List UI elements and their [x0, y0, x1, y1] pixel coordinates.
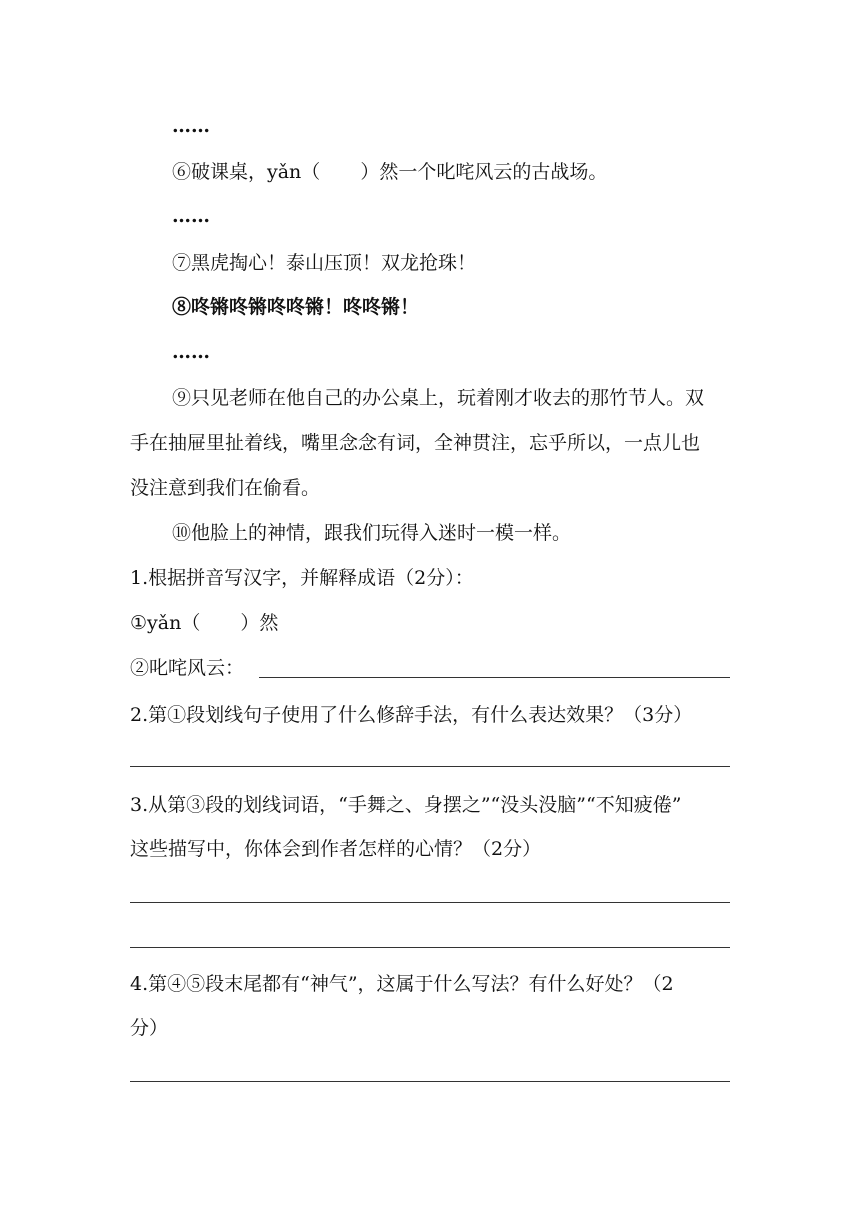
paragraph-6-after-blank: ）然一个叱咤风云的古战场。	[360, 161, 608, 183]
ellipsis: ……	[172, 115, 210, 137]
answer-line[interactable]	[130, 766, 730, 767]
question-2: 2.第①段划线句子使用了什么修辞手法，有什么表达效果？（3分）	[130, 704, 693, 726]
question-1-item-a-after: ）然	[240, 612, 279, 634]
question-4-line-2: 分）	[130, 1017, 169, 1039]
answer-line[interactable]	[259, 677, 730, 678]
question-1-item-b: ②叱咤风云：	[130, 657, 245, 679]
paragraph-6	[172, 158, 772, 186]
paragraph-9-line-3: 没注意到我们在偷看。	[130, 477, 321, 499]
question-3-line-2: 这些描写中，你体会到作者怎样的心情？（2分）	[130, 838, 542, 860]
answer-line[interactable]	[130, 1081, 730, 1082]
paragraph-7: ⑦黑虎掏心！泰山压顶！双龙抢珠！	[172, 252, 477, 274]
answer-line[interactable]	[130, 947, 730, 948]
paragraph-9-line-2: 手在抽屉里扯着线，嘴里念念有词，全神贯注，忘乎所以，一点儿也	[130, 432, 701, 454]
paragraph-8: ⑧咚锵咚锵咚咚锵！咚咚锵！	[172, 296, 420, 318]
paragraph-9-line-1: ⑨只见老师在他自己的办公桌上，玩着刚才收去的那竹节人。双	[172, 387, 705, 409]
paragraph-10: ⑩他脸上的神情，跟我们玩得入迷时一模一样。	[172, 522, 572, 544]
paragraph-6-before-blank: ⑥破课桌，yǎn（	[172, 161, 321, 183]
question-1-item-a-before: ①yǎn（	[130, 612, 201, 634]
question-3-line-1: 3.从第③段的划线词语，“手舞之、身摆之”“没头没脑”“不知疲倦”	[130, 794, 682, 816]
question-1-item-a	[130, 609, 730, 637]
question-1-title: 1.根据拼音写汉字，并解释成语（2分）：	[130, 567, 474, 589]
ellipsis: ……	[172, 341, 210, 363]
ellipsis: ……	[172, 205, 210, 227]
question-4-line-1: 4.第④⑤段末尾都有“神气”，这属于什么写法？有什么好处？（2	[130, 973, 674, 995]
answer-line[interactable]	[130, 902, 730, 903]
